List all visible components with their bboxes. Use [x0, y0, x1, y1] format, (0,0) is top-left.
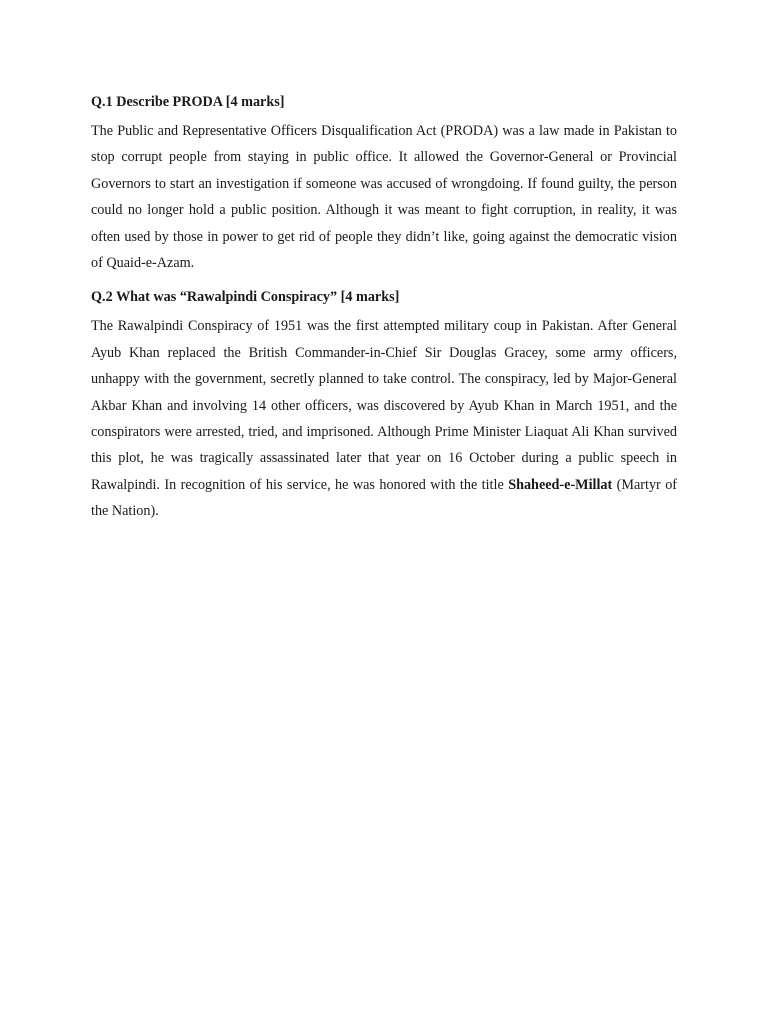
- answer-2-paragraph: [91, 313, 677, 524]
- question-1-heading: Q.1 Describe PRODA [4 marks]: [91, 94, 285, 110]
- title-shaheed-e-millat: Shaheed-e-Millat: [508, 476, 613, 493]
- document-page: [91, 92, 677, 531]
- title-meaning: (Martyr of the Nation).: [91, 476, 678, 520]
- question-2-heading: Q.2 What was “Rawalpindi Conspiracy” [4 marks]: [91, 289, 400, 306]
- answer-1-paragraph: The Public and Representative Officers Disqualification Act (PRODA) was a law made in Pakistan to stop corrupt people from staying in public office. It allowed the Governor-General or Provincial Governors to start an investigation if someone was accused of wrongdoing. If found guilty, the person could no longer hold a public position. Although it was meant to fight corruption, in reality, it was often used by those in power to get rid of people they didn’t like, going against the democratic vision of Quaid-e-Azam.: [91, 123, 677, 272]
- answer-2-text: The Rawalpindi Conspiracy of 1951 was the first attempted military coup in Pakistan. After General Ayub Khan replaced the British Commander-in-Chief Sir Douglas Gracey, some army officers, unhappy with the government, secretly planned to take control. The conspiracy, led by Major-General Akbar Khan and involving 14 other officers, was discovered by Ayub Khan in March 1951, and the conspirators were arrested, tried, and imprisoned. Although Prime Minister Liaquat Ali Khan survived this plot, he was tragically assassinated later that year on 16 October during a public speech in Rawalpindi. In recognition of his service, he was honored with the title: [91, 318, 677, 493]
